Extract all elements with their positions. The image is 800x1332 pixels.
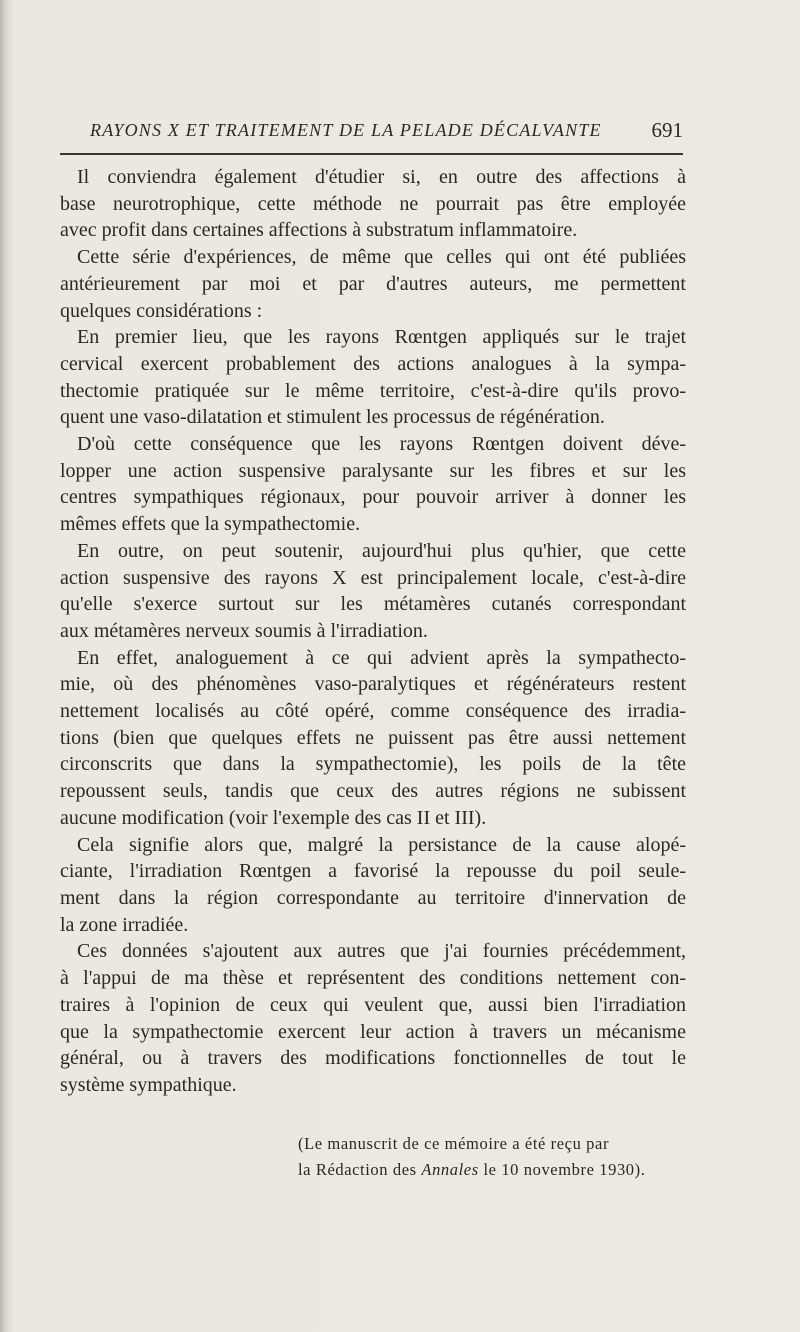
text-line: à l'appui de ma thèse et représentent des conditions nettement con- (60, 967, 686, 990)
text-line: nettement localisés au côté opéré, comme conséquence des irradia- (60, 700, 686, 723)
text-line: Cela signifie alors que, malgré la persistance de la cause alopé- (77, 833, 686, 856)
paragraph (60, 431, 686, 538)
text-line: action suspensive des rayons X est principalement locale, c'est-à-dire (60, 566, 686, 589)
text-line: Il conviendra également d'étudier si, en outre des affections à (77, 166, 686, 188)
text-line: D'où cette conséquence que les rayons Rœntgen doivent déve- (77, 433, 686, 456)
text-line: Cette série d'expériences, de même que celles qui ont été publiées (77, 246, 686, 269)
paragraph (60, 832, 686, 939)
paragraph (60, 164, 686, 244)
text-line-last: la zone irradiée. (60, 913, 189, 936)
text-line-last: mêmes effets que la sympathectomie. (60, 513, 361, 536)
page-number: 691 (651, 118, 683, 142)
running-header (60, 116, 683, 146)
receipt-note (298, 1131, 688, 1183)
text-line: lopper une action suspensive paralysante sur les fibres et sur les (60, 459, 686, 482)
paragraph (60, 938, 686, 1098)
text-line-last: quent une vaso-dilatation et stimulent les processus de régénération. (60, 406, 605, 429)
text-line: En outre, on peut soutenir, aujourd'hui plus qu'hier, que cette (77, 539, 686, 562)
text-line: général, ou à travers des modifications fonctionnelles de tout le (60, 1047, 686, 1070)
text-line: base neurotrophique, cette méthode ne pourrait pas être employée (60, 192, 686, 215)
text-line: antérieurement par moi et par d'autres auteurs, me permettent (60, 272, 686, 295)
text-line: qu'elle s'exerce surtout sur les métamères cutanés correspondant (60, 593, 686, 616)
body-text (60, 164, 686, 1099)
header-rule (60, 153, 683, 155)
receipt-note-line-2 (298, 1157, 688, 1183)
receipt-note-line-1: (Le manuscrit de ce mémoire a été reçu par (298, 1134, 610, 1153)
running-title: RAYONS X ET TRAITEMENT DE LA PELADE DÉCALVANTE (90, 120, 602, 140)
text-line: centres sympathiques régionaux, pour pouvoir arriver à donner les (60, 486, 686, 509)
paragraph (60, 645, 686, 832)
text-line: mie, où des phénomènes vaso-paralytiques et régénérateurs restent (60, 673, 686, 696)
text-line: circonscrits que dans la sympathectomie), les poils de la tête (60, 753, 686, 776)
text-line: ciante, l'irradiation Rœntgen a favorisé la repousse du poil seule- (60, 860, 686, 883)
text-line: ment dans la région correspondante au territoire d'innervation de (60, 886, 686, 909)
receipt-note-after: le 10 novembre 1930). (483, 1160, 646, 1179)
text-line-last: quelques considérations : (60, 299, 263, 322)
text-line-last: système sympathique. (60, 1073, 237, 1096)
text-line-last: aux métamères nerveux soumis à l'irradiation. (60, 619, 428, 642)
text-line: En premier lieu, que les rayons Rœntgen appliqués sur le trajet (77, 326, 686, 349)
text-line: repoussent seuls, tandis que ceux des autres régions ne subissent (60, 780, 686, 803)
paragraph (60, 538, 686, 645)
text-line-last: avec profit dans certaines affections à substratum inflammatoire. (60, 219, 578, 242)
text-line: cervical exercent probablement des actions analogues à la sympa- (60, 352, 686, 375)
text-line: Ces données s'ajoutent aux autres que j'ai fournies précédemment, (77, 940, 686, 963)
journal-name: Annales (421, 1160, 479, 1179)
paragraph (60, 244, 686, 324)
text-line: En effet, analoguement à ce qui advient après la sympathecto- (77, 646, 686, 669)
paragraph (60, 324, 686, 431)
receipt-note-before: la Rédaction des (298, 1160, 417, 1179)
text-line-last: aucune modification (voir l'exemple des cas II et III). (60, 806, 487, 829)
text-line: que la sympathectomie exercent leur action à travers un mécanisme (60, 1020, 686, 1043)
text-line: tions (bien que quelques effets ne puissent pas être aussi nettement (60, 726, 686, 749)
text-line: thectomie pratiquée sur le même territoire, c'est-à-dire qu'ils provo- (60, 379, 686, 402)
text-line: traires à l'opinion de ceux qui veulent que, aussi bien l'irradiation (60, 993, 686, 1016)
